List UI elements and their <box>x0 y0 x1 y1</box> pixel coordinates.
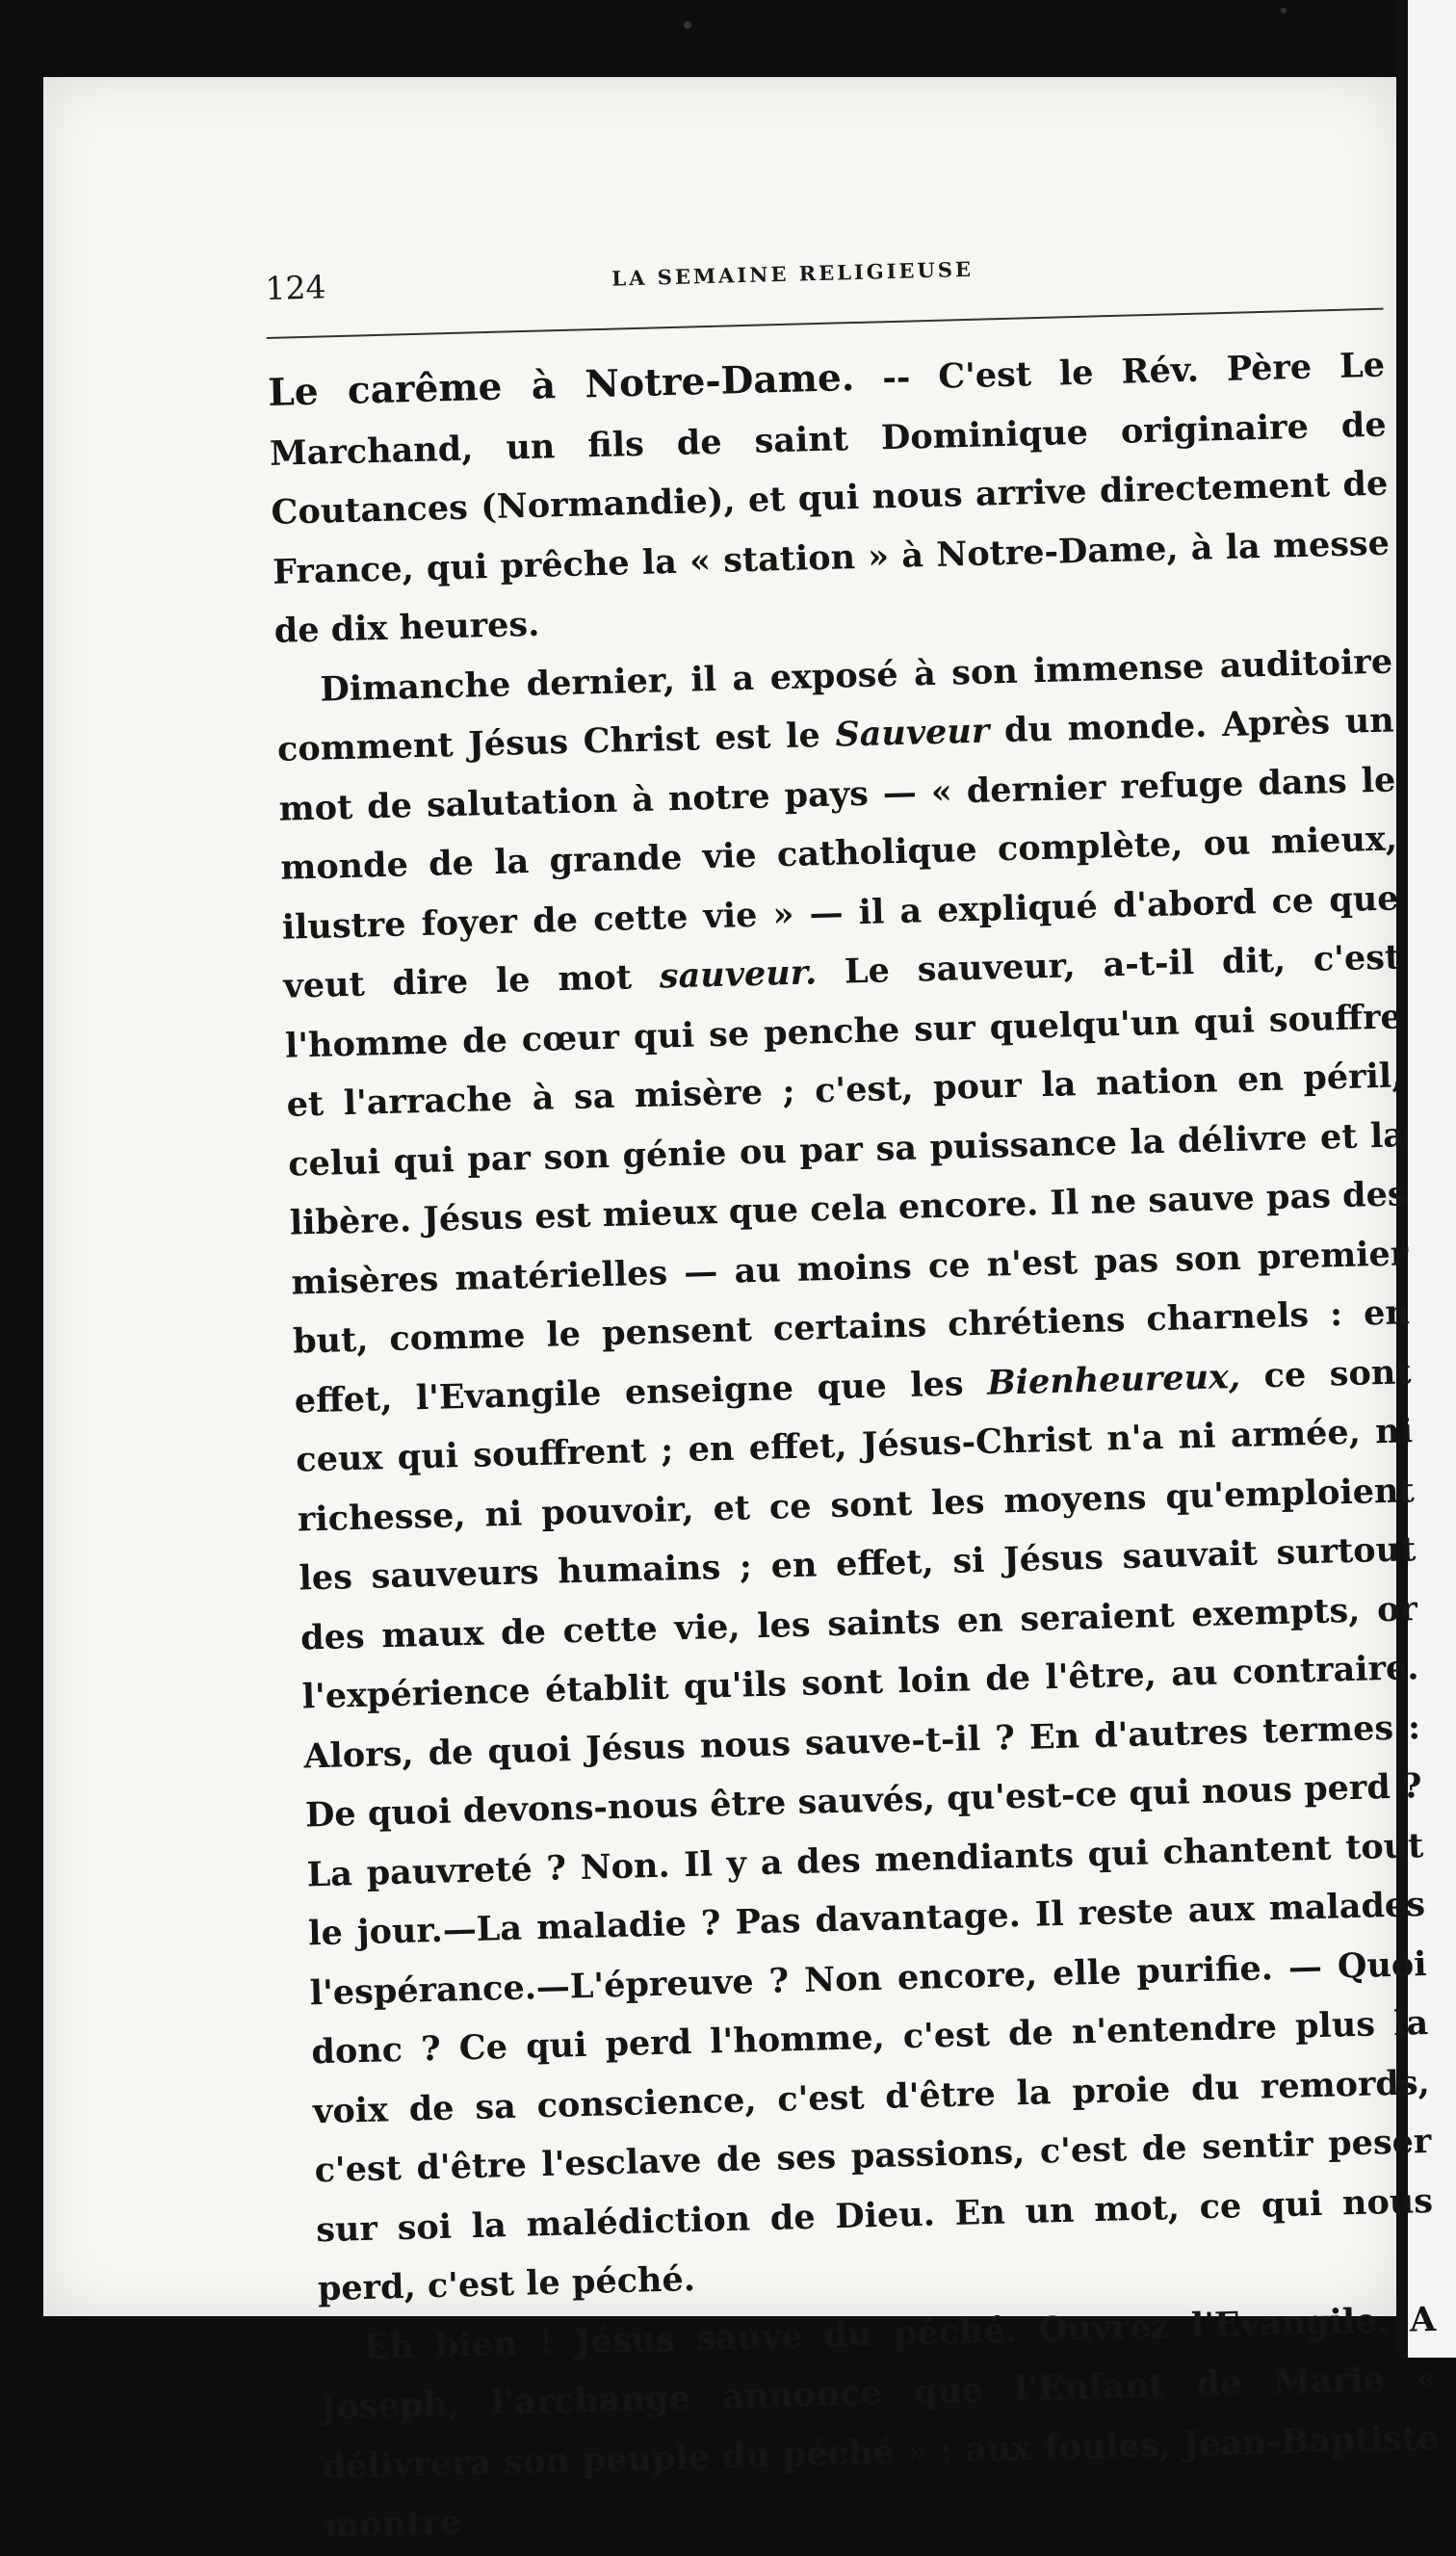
dust-speck <box>1281 8 1287 13</box>
paragraph-2-text-c: Le sauveur, a-t-il dit, c'est l'homme de cœur qui se penche sur quelqu'un qui souffre et l'arrache à sa misère ; c'est, pour la nation en péril, celui qui par son génie ou par sa puissance la délivre et la libère. Jésus est mieux que cela encore. Il ne sauve pas des misères matérielles — au moins ce n'est pas son premier but, comme le pensent certains chrétiens charnels : en effet, l'Evangile enseigne que les <box>284 937 1411 1421</box>
emphasis-sauveur-word: sauveur. <box>659 952 818 997</box>
paragraph-2-text-b: du monde. Après un mot de salutation à notre pays — « dernier refuge dans le monde de la grande vie catholique complète, ou mieux, ilustre foyer de cette vie » — il a expliqué d'abord ce que veut dire le mot <box>278 700 1400 1006</box>
article-title: Le carême à Notre-Dame. <box>267 355 855 415</box>
paragraph-2 <box>275 632 1436 2319</box>
article-body <box>268 335 1442 2556</box>
running-head <box>265 241 1383 327</box>
paragraph-2-text-a: Dimanche dernier, il a exposé à son immense auditoire comment Jésus Christ est le <box>276 640 1393 769</box>
emphasis-sauveur: Sauveur <box>834 711 990 755</box>
page-number: 124 <box>265 268 326 307</box>
paragraph-1 <box>268 335 1392 662</box>
emphasis-bienheureux: Bienheureux, <box>986 1356 1241 1403</box>
running-title: LA SEMAINE RELIGIEUSE <box>611 256 975 291</box>
book-page <box>43 77 1440 2546</box>
paragraph-2-text-d: ce sont ceux qui souffrent ; en effet, Jésus-Christ n'a ni armée, ni richesse, ni pouvoir, et ce sont les moyens qu'emploient les sauveurs humains ; en effet, si Jésus sauvait surtout des maux de cette vie, les saints en seraient exempts, or l'expérience établit qu'ils sont loin de l'être, au contraire. Alors, de quoi Jésus nous sauve-t-il ? En d'autres termes : De quoi devons-nous être sauvés, qu'est-ce qui nous perd ? La pauvreté ? Non. Il y a des mendiants qui chantent tout le jour.—La maladie ? Pas davantage. Il reste aux malades l'espérance.—L'épreuve ? Non encore, elle purifie. — Quoi donc ? Ce qui perd l'homme, c'est de n'entendre plus la voix de sa conscience, c'est d'être la proie du remords, c'est d'être l'esclave de ses passions, c'est de sentir peser sur soi la malédiction de Dieu. En un mot, ce qui nous perd, c'est le péché. <box>295 1351 1434 2309</box>
paragraph-3-text: Eh bien ! Jésus sauve du péché. Ouvrez l'Evangile. A Joseph, l'archange annonce que l'Enfant de Marie « délivrera son peuple du péché » ; aux foules, Jean-Baptiste montre <box>320 2299 1440 2546</box>
page-content <box>265 241 1442 2556</box>
paragraph-3 <box>319 2289 1442 2555</box>
dust-speck <box>684 21 691 29</box>
paragraph-1-text: -- C'est le Rév. Père Le Marchand, un fils de saint Dominique originaire de Coutances (Normandie), et qui nous arrive directement de France, qui prêche la « station » à Notre-Dame, à la messe de dix heures. <box>269 345 1391 651</box>
